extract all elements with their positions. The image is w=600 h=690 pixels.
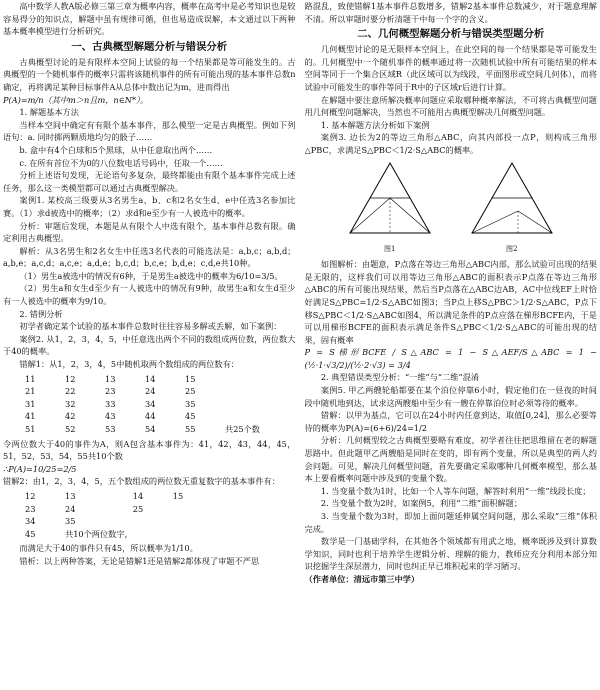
case-3: 案例3. 边长为2的等边三角形△ABC，向其内部投一点P，则构成三角形△PBC，求满足S△PBC＜1/2·S△ABC的概率。	[304, 132, 597, 155]
case-2: 案例2. 从1，2，3，4，5，中任意选出两个不同的数组成两位数，两位数大于40的概率。	[3, 333, 296, 357]
paragraph: 错析：以上两种答案，无论是错解1还是错解2都体现了审题不严思	[19, 555, 260, 566]
triangle-diagram-2	[466, 159, 558, 243]
conclusion-paragraph: 数学是一门基础学科，在其他各个领域都有用武之地，概率既涉及到计算数学知识，同时也利于培养学生逻辑分析、理解的能力，教师应充分利用本部分知识挖掘学生深层潜力，同时也纠正早已堆积起来的学习陋习。	[304, 536, 597, 572]
table-cell: 15	[185, 373, 196, 384]
paragraph: （2）男生a和女生d至少有一人被选中的情况有9种，故男生a和女生d至少有一人被选中的概率为9/10。	[3, 283, 296, 307]
paragraph: 令两位数大于40的事件为A，则A包含基本事件为：41，42，43，44，45，51，52，53，54，55共10个数	[3, 438, 296, 462]
table-cell: 44	[145, 411, 156, 422]
table-row	[25, 398, 265, 411]
table-row	[25, 515, 213, 528]
number-table-2	[25, 490, 213, 540]
paragraph: 在解题中要注意所解决概率问题应采取哪种概率解法，不可将古典概型问题用几何概型问题解决，当然也不可能用古典概型解决几何概型问题。	[304, 94, 597, 118]
section-heading-classical: 一、古典概型解题分析与错误分析	[71, 40, 228, 53]
table-cell: 21	[25, 386, 36, 397]
formula-wrong-1: ∴P(A)=10/25=2/5	[3, 463, 77, 474]
paragraph: 如图解析：由题意，P点落在等边三角形△ABC内部，那么试验可出现的结果是无限的，这样我们可以用等边三角形△ABC的面积表示P点落在等边三角形△ABC的所有可能出现结果，然后当P点落在△ABC边AB，AC中位线EF上时恰好满足S△PBC=1/2·S△ABC如图3；当P点上移S△PBC＞1/2·S△ABC，P点下移S△PBC＜1/2·S△ABC如图4，所以满足条件的P点应落在梯形BCFE内，于是可以用梯形BCFE的面积表示满足条件S△PBC＜1/2·S△ABC的可能出现的结果，固有概率	[304, 259, 597, 345]
paragraph: 分析上述语句发现，无论语句多复杂，最终都能由有限个基本事件完成上述任务，那么这一类模型都可以通过古典概型解决。	[3, 170, 296, 193]
paragraph: c. 在所有首位不为0的八位数电话号码中，任取一个……	[19, 157, 223, 168]
figure-2	[466, 159, 558, 256]
table-cell: 51	[25, 424, 36, 434]
paragraph: 路混乱，致使错解1基本事件总数增多，错解2基本事件总数减少，对于题意理解不清。所以审题时要分析清题干中每一个字的含义。	[304, 1, 597, 24]
paragraph: 错解2：由1，2，3，4，5，五个数组成的两位数无重复数字的基本事件有：	[3, 476, 280, 487]
paragraph: 几何概型讨论的是无限样本空间上，在此空间的每一个结果都是等可能发生的。几何概型中一个随机事件的概率通过将一次随机试验中所有可能结果的样本空间等同于一个集合区域R（此区域可以为线段，平面图形或空间几何体），而将试验中可能发生的事件等同于R中的子区域r后进行计算。	[304, 44, 597, 92]
paragraph: 分析：几何概型较之古典概型要略有难度，初学者往往把思维留在老的解题思路中。但此题甲乙两艘船是同时在变的，即有两个变量，所以是典型的两人约会问题。可见，解决几何概型问题，首先要确定采取哪种几何概率模型，那么基本上要看概率问题中涉及到的变量个数。	[304, 435, 597, 484]
table-cell: 35	[65, 516, 76, 527]
table-cell: 共10个两位数字，	[65, 528, 133, 539]
table-row	[25, 423, 265, 436]
table-cell: 43	[105, 411, 116, 422]
left-column	[3, 0, 296, 690]
paragraph: 而满足大于40的事件只有45，所以概率为1/10。	[19, 543, 198, 554]
paragraph: 3. 当变量个数为3时，即加上面问题延伸属空间问题，那么采取“三维”体积完成。	[304, 511, 597, 534]
paragraph: 初学者确定某个试验的基本事件总数时往往容易多解或丢解，如下案例：	[19, 321, 282, 332]
section-heading-geometric: 二、几何概型解题分析与错误类型题分析	[357, 28, 545, 41]
paragraph: （1）男生a被选中的情况有6种，于是男生a被选中的概率为6/10=3/5。	[19, 270, 283, 281]
subheading: 1. 解题基本方法	[19, 107, 79, 118]
table-cell: 52	[65, 424, 76, 434]
table-cell: 13	[65, 490, 76, 501]
figure-1-label: 图1	[384, 244, 396, 253]
table-cell: 35	[185, 398, 196, 409]
paragraph: 古典概型讨论的是有限样本空间上试验的每一个结果都是等可能发生的。古典概型的一个随机事件的概率只需将该随机事件的所有可能出现的基本事件总数n确定，再将满足某种目标事件A从总体中数出记为m，进而得出	[3, 56, 296, 92]
table-cell: 31	[25, 398, 36, 409]
formula-geometric: P = S梯形BCFE / S△ABC = 1 − S△AEF/S△ABC = 1 − (½·1·√3/2)/(½·2·√3) = 3/4	[304, 347, 597, 370]
table-cell: 24	[65, 503, 76, 514]
table-cell: 11	[25, 373, 36, 384]
table-cell: 23	[25, 503, 36, 514]
case-1: 案例1. 某校高三级要从3名男生a、b、c和2名女生d、e中任选3名参加比赛。（1）求d被选中的概率；（2）求d和e至少有一人被选中的概率。	[3, 195, 296, 218]
subheading: 1. 基本解题方法分析如下案例	[320, 119, 430, 130]
table-cell: 33	[105, 398, 116, 409]
table-cell: 24	[145, 386, 156, 397]
paragraph: 分析：审题后发现，本题是从有限个人中选有限个，基本事件总数有限。确定利用古典概型。	[3, 220, 296, 244]
right-column	[305, 0, 598, 690]
table-cell: 25	[185, 386, 196, 397]
table-cell: 12	[65, 373, 76, 384]
table-cell: 14	[145, 373, 156, 384]
triangle-diagram-1	[344, 159, 436, 243]
subheading: 2. 错例分析	[19, 308, 63, 319]
table-row	[25, 385, 265, 398]
table-row	[25, 528, 213, 541]
table-row	[25, 490, 213, 503]
table-cell: 共25个数	[225, 424, 260, 434]
table-row	[25, 503, 213, 516]
table-cell: 55	[185, 424, 196, 434]
paragraph: 2. 当变量个数为2时，如案例5，利用“二维”面积解题；	[320, 498, 523, 509]
case-5: 案例5. 甲乙两艘轮船都要在某个泊位停靠6小时，假定他们在一昼夜的时间段中随机地到达，试求这两艘船中至少有一艘在停靠泊位时必须等待的概率。	[304, 385, 597, 408]
table-cell: 13	[105, 373, 116, 384]
table-cell: 34	[25, 516, 36, 527]
table-cell: 34	[145, 398, 156, 409]
paragraph: 1. 当变量个数为1时，比如一个人等车问题，解答时利用“一维”线段长度；	[320, 485, 591, 496]
table-cell: 41	[25, 411, 36, 422]
formula-classical: P(A)=m/n（其中m＞n且m，n∈N*）。	[3, 94, 149, 105]
table-row	[25, 410, 265, 423]
table-row	[25, 373, 265, 386]
triangle-figures	[305, 159, 598, 256]
subheading: 2. 典型错误类型分析：“一维”与“二维”混淆	[320, 372, 480, 383]
paragraph: 错解：以甲为基点，它可以在24小时内任意到达，取值[0,24]，那么必要等待的概率为P(A)=(6+6)/24=1/2	[304, 410, 597, 433]
paragraph: b. 盒中有4个白球和5个黑球，从中任意取出两个……	[19, 144, 213, 155]
author-affiliation: （作者单位：清远市第三中学）	[304, 573, 420, 584]
table-cell: 12	[25, 490, 36, 501]
table-cell: 53	[105, 424, 116, 434]
table-cell: 15	[172, 490, 184, 501]
table-cell: 54	[145, 424, 156, 434]
table-cell: 25	[132, 503, 144, 514]
figure-2-label: 图2	[506, 244, 518, 253]
number-table-1	[25, 373, 265, 436]
intro-paragraph: 高中数学人教A版必修三第三章为概率内容，概率在高考中是必考知识也是较容易得分的知识点，解题中虽有规律可循，但也易造成误解，本文通过以下两种基本概率模型进行分析研究。	[3, 1, 296, 37]
table-cell: 45	[25, 528, 36, 539]
table-cell: 23	[105, 386, 116, 397]
paragraph: 错解1：从1，2，3，4，5中随机取两个数组成的两位数有：	[19, 359, 239, 370]
table-cell: 22	[65, 386, 76, 397]
table-cell: 32	[65, 398, 76, 409]
paragraph: 当样本空间中确定有有限个基本事件，那么模型一定是古典概型。例如下列语句：a. 同时掷两颗质地均匀的骰子……	[3, 119, 296, 143]
table-cell: 42	[65, 411, 76, 422]
figure-1	[344, 159, 436, 256]
paragraph: 解析：从3名男生和2名女生中任选3名代表的可能选法是：a,b,c；a,b,d；a,b,e；a,c,d；a,c,e；a,d,e；b,c,d；b,c,e；b,d,e；c,d,e共10种。	[3, 245, 296, 269]
table-cell: 14	[132, 490, 144, 501]
table-cell: 45	[185, 411, 196, 422]
